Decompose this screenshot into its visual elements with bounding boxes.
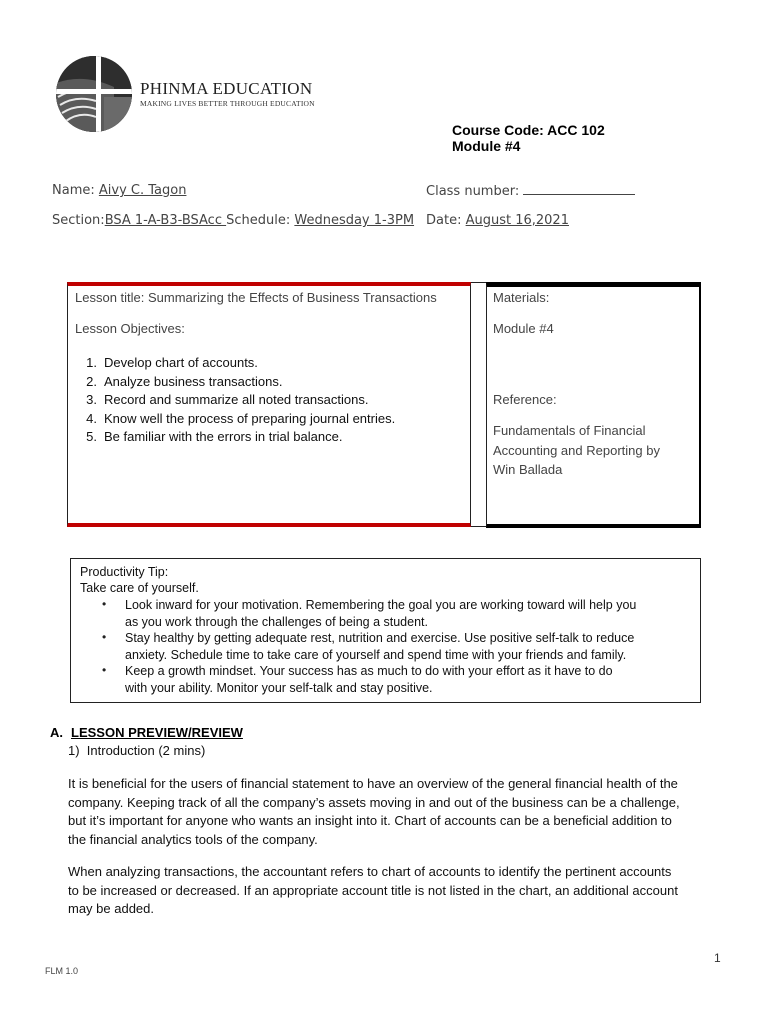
tip-bullet: Look inward for your motivation. Remembering the goal you are working toward will help you as you work through the challenges of being a student. <box>125 598 637 629</box>
phinma-logo <box>54 53 314 135</box>
bullet-icon: • <box>102 663 107 677</box>
bullet-icon: • <box>102 597 107 611</box>
intro-label: Introduction (2 mins) <box>86 743 206 758</box>
objective-item: 5. Be familiar with the errors in trial balance. <box>86 429 343 444</box>
course-header <box>452 122 605 154</box>
tip-bullet: Keep a growth mindset. Your success has as much to do with your effort as it have to do with your ability. Monitor your self-talk and stay positive. <box>125 664 613 695</box>
form-code: FLM 1.0 <box>45 966 79 976</box>
bullet-icon: • <box>102 630 107 644</box>
section-schedule-field <box>52 213 414 228</box>
module-number: Module #4 <box>452 138 521 154</box>
intro-item <box>68 743 205 758</box>
tip-bullet: Stay healthy by getting adequate rest, nutrition and exercise. Use positive self-talk to reduce anxiety. Schedule time to take care of yourself and spend time with your friends and family. <box>125 631 635 662</box>
section-letter: A. <box>50 725 63 740</box>
brand-name: PHINMA EDUCATION <box>140 79 313 98</box>
productivity-tip-box <box>70 558 701 703</box>
tip-subheading: Take care of yourself. <box>80 581 199 595</box>
objectives-list <box>75 354 395 447</box>
intro-number: 1) <box>68 743 80 758</box>
objective-item: 1. Develop chart of accounts. <box>86 355 258 370</box>
date-label: Date: <box>426 213 466 228</box>
materials-value: Module #4 <box>493 321 554 336</box>
section-label: Section: <box>52 213 105 228</box>
objective-item: 4. Know well the process of preparing journal entries. <box>86 410 396 426</box>
reference-label: Reference: <box>493 392 557 407</box>
objective-item: 3. Record and summarize all noted transactions. <box>86 392 369 407</box>
name-label: Name: <box>52 183 99 198</box>
paragraph-analyzing: When analyzing transactions, the accountant refers to chart of accounts to identify the pertinent accounts to be increased or decreased. If an appropriate account title is not listed in the chart, an additional account may be added. <box>68 864 678 916</box>
date-value: August 16,2021 <box>465 213 569 228</box>
materials-label: Materials: <box>493 290 550 305</box>
section-title: LESSON PREVIEW/REVIEW <box>71 725 243 740</box>
lesson-title: Lesson title: Summarizing the Effects of Business Transactions <box>75 290 437 305</box>
class-number-blank <box>523 183 635 195</box>
objective-item: 2. Analyze business transactions. <box>86 373 283 389</box>
tip-heading: Productivity Tip: <box>80 565 169 579</box>
reference-text: Fundamentals of Financial Accounting and Reporting by Win Ballada <box>493 423 660 477</box>
schedule-label: Schedule: <box>226 213 295 228</box>
materials-box <box>486 282 701 528</box>
class-number-field <box>426 183 635 199</box>
date-field <box>426 213 569 228</box>
paragraph-overview: It is beneficial for the users of financial statement to have an overview of the general financial health of the company. Keeping track of all the company’s assets moving in and out of the business can be a challenge, but it’s important for anyone who wants an insight into it. Chart of accounts can be a beneficial addition to the financial analytics tools of the company. <box>68 776 680 847</box>
brand-tagline: MAKING LIVES BETTER THROUGH EDUCATION <box>140 99 315 108</box>
name-field <box>52 183 186 198</box>
section-heading <box>50 725 243 740</box>
lesson-box <box>67 282 471 527</box>
divider-column <box>471 282 487 527</box>
objectives-label: Lesson Objectives: <box>75 321 185 336</box>
schedule-value: Wednesday 1-3PM <box>294 213 415 228</box>
name-value: Aivy C. Tagon <box>98 183 187 198</box>
phinma-globe-icon <box>54 53 134 135</box>
course-code: Course Code: ACC 102 <box>452 122 605 138</box>
page-number: 1 <box>714 951 721 965</box>
section-value: BSA 1-A-B3-BSAcc <box>104 213 227 228</box>
class-number-label: Class number: <box>426 184 524 199</box>
